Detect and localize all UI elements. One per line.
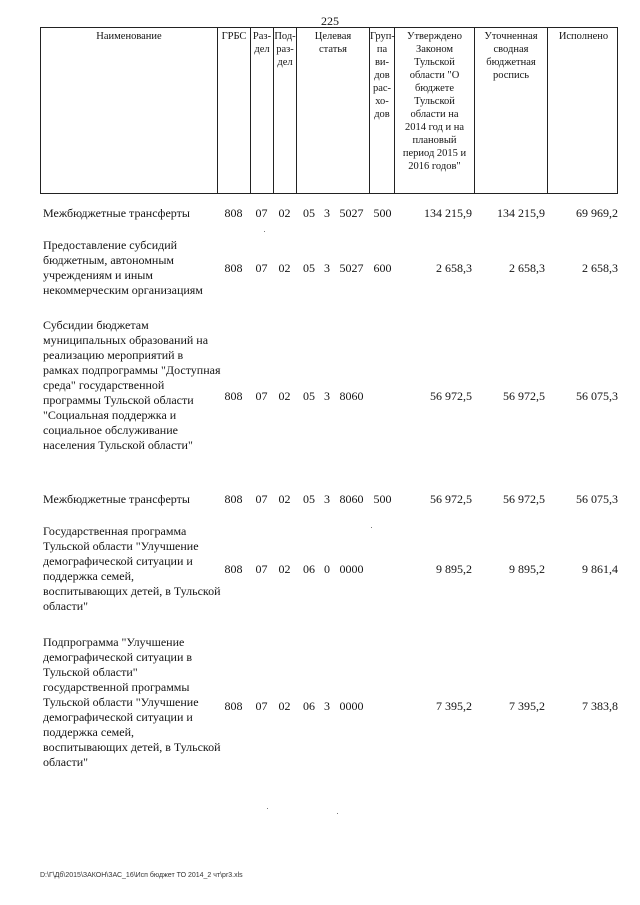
row-razdel: 07 [255,699,268,713]
header-name: Наименование [41,28,218,193]
row-grbs: 808 [224,699,243,713]
row-podrazdel: 02 [278,699,291,713]
row-ispolneno: 69 969,2 [576,206,618,220]
row-vid: 600 [373,261,392,275]
row-ispolneno: 2 658,3 [582,261,618,275]
row-grbs: 808 [224,562,243,576]
header-utverzhdeno: Утверждено Законом Тульской области "О бюджете Тульской области на 2014 год и на плановый период 2015 и 2016 годов" [395,28,475,193]
row-podrazdel: 02 [278,492,291,506]
row-cs-subprogram: 3 [324,699,330,713]
row-grbs: 808 [224,261,243,275]
scan-speck [267,808,268,809]
row-cs-subprogram: 3 [324,492,330,506]
header-celevaya-statya: Целевая статья [297,28,370,193]
row-razdel: 07 [255,389,268,403]
row-cs-subprogram: 0 [324,562,330,576]
row-podrazdel: 02 [278,261,291,275]
header-utochnennaya: Уточненная сводная бюджетная роспись [475,28,548,193]
row-cs-program: 06 [303,699,315,713]
row-cs-program: 05 [303,206,315,220]
header-podrazdel: Под- раз- дел [274,28,297,193]
table-row [40,206,618,222]
row-razdel: 07 [255,261,268,275]
header-gruppa-vidov: Груп- па ви- дов рас- хо- дов [370,28,395,193]
row-utochnennaya: 134 215,9 [497,206,545,220]
row-cs-program: 05 [303,492,315,506]
row-vid: 500 [373,206,392,220]
scan-speck [371,527,372,528]
row-utverzhdeno: 7 395,2 [436,699,472,713]
row-podrazdel: 02 [278,206,291,220]
header-grbs: ГРБС [218,28,251,193]
row-utochnennaya: 7 395,2 [509,699,545,713]
table-row [40,635,618,781]
row-name: Подпрограмма "Улучшение демографической ситуации в Тульской области" государственной программы Тульской области "Улучшение демографической ситуации и поддержка семей, воспитывающих детей, в Тульской области" [43,635,221,769]
row-cs-direction: 8060 [339,492,364,506]
row-podrazdel: 02 [278,562,291,576]
footer-file-path: D:\Г\Дб\2015\ЗАКОН\ЗАС_16\Исп бюджет ТО 2014_2 чт\pr3.xls [40,872,243,879]
row-utochnennaya: 56 972,5 [503,492,545,506]
table-row [40,524,618,616]
row-name: Межбюджетные трансферты [43,492,190,506]
row-grbs: 808 [224,492,243,506]
table-row [40,238,618,300]
table-header [40,27,618,194]
row-grbs: 808 [224,206,243,220]
row-utverzhdeno: 56 972,5 [430,389,472,403]
row-utverzhdeno: 134 215,9 [424,206,472,220]
row-razdel: 07 [255,562,268,576]
scan-speck [337,813,338,814]
row-ispolneno: 7 383,8 [582,699,618,713]
row-ispolneno: 56 075,3 [576,389,618,403]
table-row [40,318,618,476]
table-row [40,492,618,508]
row-cs-direction: 5027 [339,206,364,220]
row-utochnennaya: 2 658,3 [509,261,545,275]
row-cs-subprogram: 3 [324,389,330,403]
row-utochnennaya: 9 895,2 [509,562,545,576]
row-cs-direction: 5027 [339,261,364,275]
row-name: Субсидии бюджетам муниципальных образований на реализацию мероприятий в рамках подпрограммы "Доступная среда" государственной программы Тульской области "Социальная поддержка и социальное обслуживание населения Тульской области" [43,318,221,452]
row-utverzhdeno: 9 895,2 [436,562,472,576]
row-name: Государственная программа Тульской области "Улучшение демографической ситуации и поддержка семей, воспитывающих детей, в Тульской области" [43,524,221,613]
row-utverzhdeno: 2 658,3 [436,261,472,275]
header-ispolneno: Исполнено [558,31,609,42]
row-razdel: 07 [255,492,268,506]
row-cs-direction: 8060 [339,389,364,403]
page-number: 225 [321,14,339,28]
row-cs-program: 05 [303,389,315,403]
scan-speck [264,231,265,232]
row-utochnennaya: 56 972,5 [503,389,545,403]
row-cs-direction: 0000 [339,699,364,713]
row-name: Межбюджетные трансферты [43,206,190,220]
row-cs-subprogram: 3 [324,206,330,220]
row-utverzhdeno: 56 972,5 [430,492,472,506]
row-vid: 500 [373,492,392,506]
row-name: Предоставление субсидий бюджетным, автономным учреждениям и иным некоммерческим организациям [43,238,203,297]
row-razdel: 07 [255,206,268,220]
row-cs-program: 06 [303,562,315,576]
row-grbs: 808 [224,389,243,403]
row-cs-program: 05 [303,261,315,275]
row-ispolneno: 56 075,3 [576,492,618,506]
row-podrazdel: 02 [278,389,291,403]
header-razdel: Раз- дел [251,28,274,193]
row-cs-subprogram: 3 [324,261,330,275]
row-ispolneno: 9 861,4 [582,562,618,576]
row-cs-direction: 0000 [339,562,364,576]
